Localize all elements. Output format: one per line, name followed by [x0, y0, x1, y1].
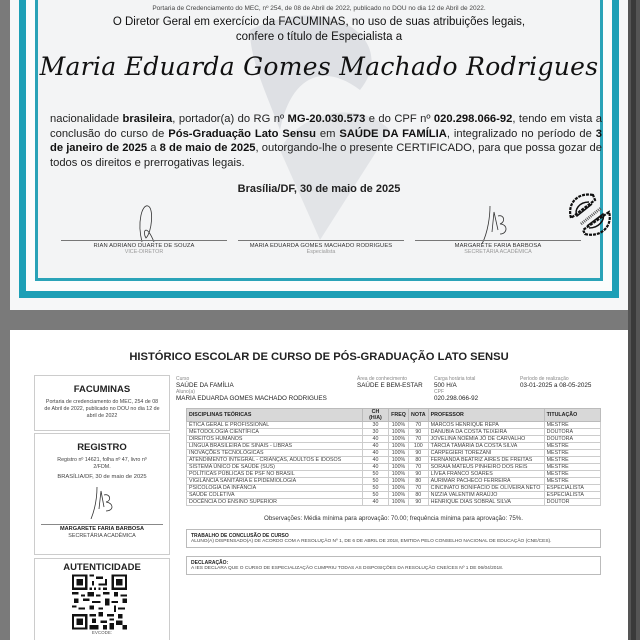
cpf-number: 020.298.066-92: [433, 113, 513, 125]
table-row: LÍNGUA BRASILEIRA DE SINAIS - LIBRAS 40 100% 100 TÁRCIA TAMÁRIA DA COSTA SILVA MESTRE: [187, 443, 601, 450]
student-value: MARIA EDUARDA GOMES MACHADO RODRIGUES: [176, 395, 327, 402]
course-type: Pós-Graduação Lato Sensu: [168, 127, 316, 140]
table-header-row: DISCIPLINAS TEÓRICAS CH (H/A) FREQ NOTA PROFESSOR TITULAÇÃO: [187, 409, 601, 422]
meta-workload: Carga horária total 500 H/A CPF 020.298.066-92: [434, 376, 479, 402]
table-row: DIREITOS HUMANOS 40 100% 70 JOVELINA NOÊMIA JÔ DE CARVALHO DOUTORA: [187, 436, 601, 443]
registro-text: Registro nº 14621, folha nº 47, livro nº 2/FDM.: [57, 457, 147, 470]
recipient-name: Maria Eduarda Gomes Machado Rodrigues: [39, 52, 599, 81]
meta-period: Período de realização 03-01-2025 a 08-05-2025: [520, 376, 592, 389]
signature-secretary-icon: [480, 202, 514, 244]
start-date: 3 de janeiro de 2025: [50, 127, 603, 155]
observations: Observações: Média mínima para aprovação: 70.00; frequência mínima para aprovação: 75%.: [264, 515, 523, 522]
table-row: ÉTICA GERAL E PROFISSIONAL 30 100% 70 MARCOS HENRIQUE REPA MESTRE: [187, 422, 601, 429]
certificate-page: [10, 0, 628, 310]
qr-code-icon[interactable]: [72, 574, 127, 630]
declaration-box: [186, 556, 601, 575]
table-row: METODOLOGIA CIENTÍFICA 30 100% 90 DANUBIA DA COSTA TEIXEIRA DOUTORA: [187, 429, 601, 436]
course-value: SAÚDE DA FAMÍLIA: [176, 382, 234, 389]
table-row: POLÍTICAS PÚBLICAS DE PSF NO BRASIL 50 100% 90 LÍVEA FRANCO SOARES MESTRE: [187, 471, 601, 478]
registro-signer-name: MARGARETE FARIA BARBOSA: [59, 526, 144, 532]
registro-signature-icon: [87, 483, 117, 519]
evcode-label: EVCODE:: [91, 630, 113, 635]
end-date: 8 de maio de 2025: [159, 142, 256, 155]
table-row: SISTEMA ÚNICO DE SAÚDE (SUS) 40 100% 70 SORAIA MATEUS PINHEIRO DOS REIS MESTRE: [187, 464, 601, 471]
institution-box-title: FACUMINAS: [73, 384, 131, 395]
certificate-body: nacionalidade brasileira, portador(a) do RG nº MG-20.030.573 e do CPF nº 020.298.066-92, tendo em vista a conclusão do curso de Pós-Graduação Lato Sensu em SAÚDE DA FAMÍLIA, integralizado no período de 3 de janeiro de 2025 a 8 de maio de 2025, outorgando-lhe o presente CERTIFICADO, para que possa gozar de todos os direitos e prerrogativas legais.: [50, 113, 603, 169]
table-row: VIGILÂNCIA SANITÁRIA E EPIDEMIOLOGIA 50 100% 80 AURIMAR PACHECO FERREIRA MESTRE: [187, 478, 601, 485]
intro-line-1: O Diretor Geral em exercício da FACUMINAS, no uso de suas atribuições legais,: [112, 16, 526, 28]
institution-box-text: Portaria de credenciamento do MEC, 254 de 08 de Abril de 2022, publicado no DOU no dia 12 de abril de 2022: [44, 399, 160, 419]
intro-line-2: confere o título de Especialista a: [235, 31, 403, 43]
period-value: 03-01-2025 a 08-05-2025: [520, 382, 592, 389]
table-row: DOCÊNCIA DO ENSINO SUPERIOR 40 100% 90 HENRIQUE DIAS SOBRAL SILVA DOUTOR: [187, 499, 601, 506]
seal-stamp-icon: [565, 192, 615, 238]
course-name: SAÚDE DA FAMÍLIA: [339, 127, 447, 140]
tcc-title: TRABALHO DE CONCLUSÃO DE CURSO: [191, 533, 289, 539]
place-date: Brasília/DF, 30 de maio de 2025: [237, 183, 401, 195]
declaration-title: DECLARAÇÃO:: [191, 560, 229, 566]
signature-block-vice-director: RIAN ADRIANO DUARTE DE SOUZA VICE-DIRETOR: [61, 240, 227, 255]
tcc-text: ALUNO(A) DISPENSADO(A) DE ACORDO COM A RESOLUÇÃO Nº 1, DE 6 DE ABRIL DE 2018, EMITIDA PELO CONSELHO NACIONAL DE EDUCAÇÃO (CNE/CES).: [191, 539, 552, 544]
registro-signer-role: SECRETÁRIA ACADÊMICA: [68, 533, 136, 539]
authenticity-title: AUTENTICIDADE: [63, 562, 141, 573]
meta-course: Curso SAÚDE DA FAMÍLIA Aluno(a) MARIA EDUARDA GOMES MACHADO RODRIGUES: [176, 376, 327, 402]
area-value: SAÚDE E BEM-ESTAR: [357, 382, 423, 389]
meta-area: Área de conhecimento SAÚDE E BEM-ESTAR: [357, 376, 423, 389]
registro-title: REGISTRO: [77, 442, 127, 453]
workload-value: 500 H/A: [434, 382, 457, 389]
transcript-title: HISTÓRICO ESCOLAR DE CURSO DE PÓS-GRADUAÇÃO LATO SENSU: [129, 351, 509, 363]
disciplines-table: [186, 408, 601, 506]
certificate-intro: [10, 15, 628, 45]
cpf-value: 020.298.066-92: [434, 395, 479, 402]
table-row: ATENDIMENTO INTEGRAL - CRIANÇAS, ADULTOS E IDOSOS 40 100% 80 FERNANDA BEATRIZ AIRES DE FREITAS MESTRE: [187, 457, 601, 464]
rg-number: MG-20.030.573: [287, 113, 366, 125]
declaration-text: A IES DECLARA QUE O CURSO DE ESPECIALIZAÇÃO CUMPRIU TODAS AS DISPOSIÇÕES DA RESOLUÇÃO CNE/CES Nº 1 DE 06/04/2018.: [191, 566, 504, 571]
table-row: PSICOLOGIA DA INFÂNCIA 50 100% 70 CINCINATO BONIFÁCIO DE OLIVEIRA NETO ESPECIALISTA: [187, 485, 601, 492]
transcript-page: [10, 330, 628, 640]
scrollbar[interactable]: [628, 0, 640, 640]
tcc-box: [186, 529, 601, 548]
table-row: INOVAÇÕES TECNOLÓGICAS 40 100% 90 CARPEGIERI TOREZANI MESTRE: [187, 450, 601, 457]
table-row: SAÚDE COLETIVA 50 100% 80 NIZZIA VALENTIM ARAÚJO ESPECIALISTA: [187, 492, 601, 499]
registro-place-date: BRASÍLIA/DF, 30 de maio de 2025: [57, 474, 147, 480]
nationality: brasileira: [122, 113, 173, 125]
signature-block-specialist: MARIA EDUARDA GOMES MACHADO RODRIGUES Especialista: [238, 240, 404, 255]
signature-vice-director-icon: [132, 202, 162, 244]
institution-box: [34, 375, 170, 431]
certificate-portaria: Portaria de Credenciamento do MEC, nº 254, de 08 de Abril de 2022, publicado no DOU no dia 12 de Abril de 2022.: [152, 5, 486, 12]
signature-block-secretary: MARGARETE FARIA BARBOSA SECRETÁRIA ACADÊMICA: [415, 240, 581, 255]
registro-box: [34, 433, 170, 555]
